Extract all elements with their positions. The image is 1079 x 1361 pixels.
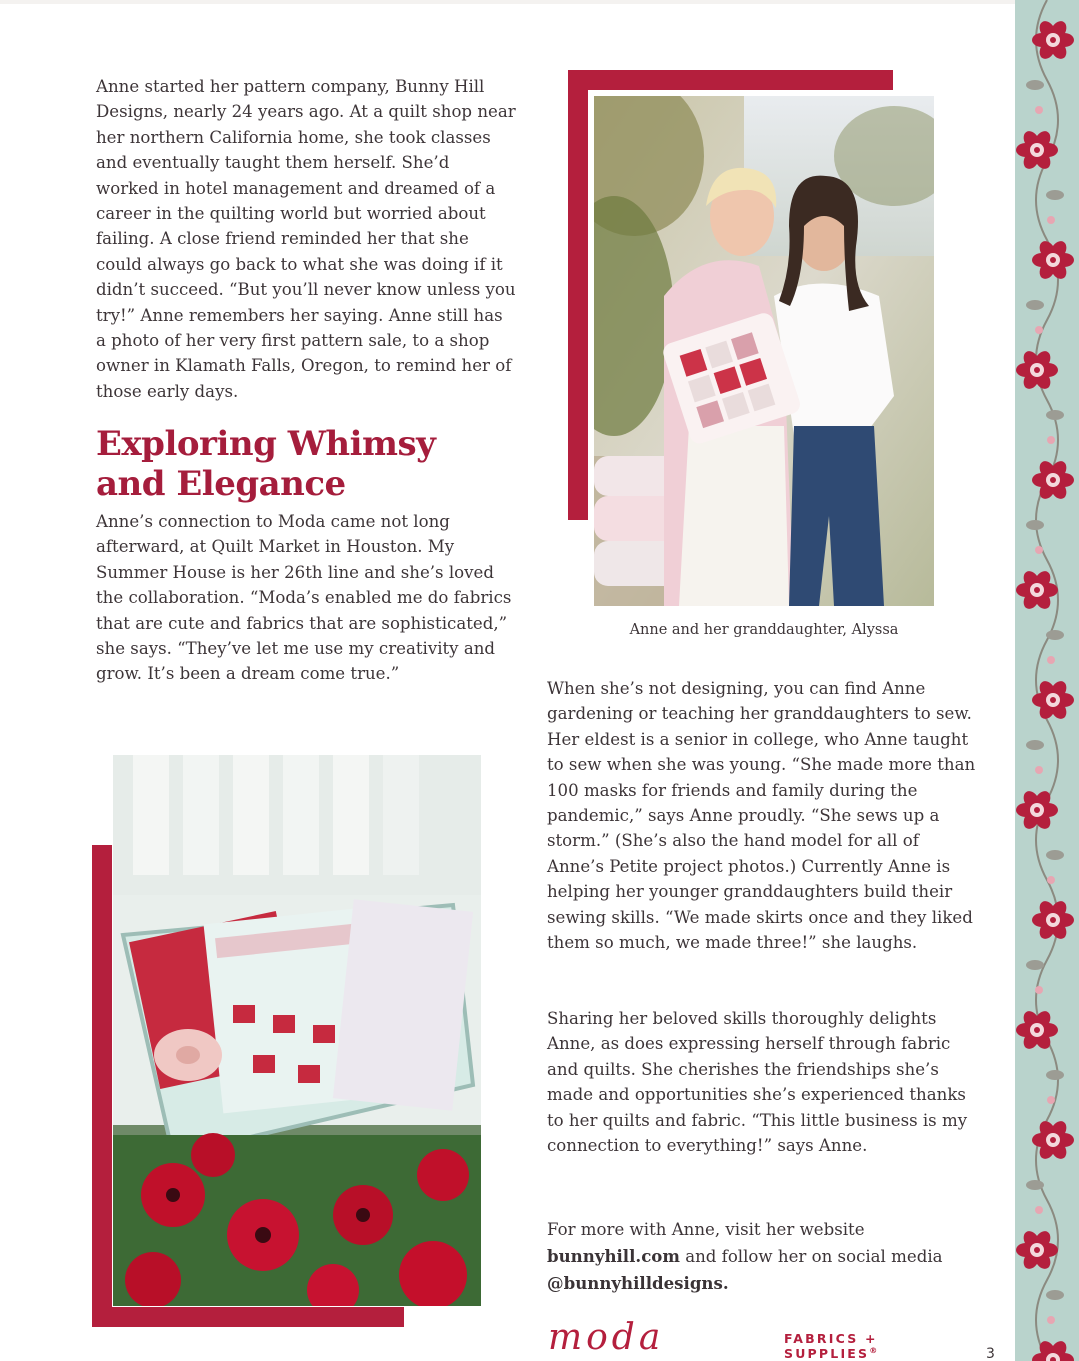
- flower-icon: [1032, 238, 1074, 281]
- family-paragraph: [547, 676, 977, 955]
- leaf-icon: [1026, 80, 1044, 90]
- leaf-icon: [1046, 850, 1064, 860]
- more-info-paragraph: [547, 1216, 977, 1297]
- leaf-icon: [1026, 1180, 1044, 1190]
- bud-icon: [1035, 986, 1043, 994]
- flower-icon: [1016, 568, 1058, 611]
- bud-icon: [1047, 216, 1055, 224]
- leaf-icon: [1026, 300, 1044, 310]
- brand-tagline: [784, 1331, 968, 1361]
- flower-icon: [1016, 128, 1058, 171]
- bud-icon: [1047, 656, 1055, 664]
- top-rule: [0, 0, 1015, 4]
- social-handle-link[interactable]: @bunnyhilldesigns.: [547, 1273, 729, 1293]
- moda-paragraph: [96, 509, 516, 687]
- bud-icon: [1035, 766, 1043, 774]
- leaf-icon: [1046, 1070, 1064, 1080]
- leaf-icon: [1046, 630, 1064, 640]
- bud-icon: [1047, 1096, 1055, 1104]
- fabric-frame-left: [92, 845, 112, 1327]
- floral-border: [1015, 0, 1079, 1361]
- moda-paragraph-text: Anne’s connection to Moda came not long afterward, at Quilt Market in Houston. My Summer House is her 26th line and she’s loved the collaboration. “Moda’s enabled me do fabrics that are cute and fabrics that are sophisticated,” she says. “They’ve let me use my creativity and grow. It’s been a dream come true.”: [96, 512, 512, 684]
- intro-paragraph: [96, 74, 516, 404]
- section-heading-line1: Exploring Whimsy: [96, 424, 436, 464]
- closing-paragraph-text: Sharing her beloved skills thoroughly delights Anne, as does expressing herself through fabric and quilts. She cherishes the friendships she’s made and opportunities she’s experienced thanks to her quilts and fabric. “This little business is my connection to everything!” says Anne.: [547, 1009, 968, 1156]
- fabric-photo: [113, 755, 481, 1306]
- leaf-icon: [1026, 520, 1044, 530]
- portrait-frame-left: [568, 70, 588, 520]
- fabric-frame-bottom: [92, 1307, 404, 1327]
- more-info-middle: and follow her on social media: [685, 1247, 943, 1266]
- section-heading-line2: and Elegance: [96, 464, 346, 504]
- leaf-icon: [1046, 1290, 1064, 1300]
- bud-icon: [1047, 436, 1055, 444]
- bud-icon: [1047, 876, 1055, 884]
- portrait-photo: [594, 96, 934, 606]
- moda-logo: [548, 1317, 968, 1361]
- trademark-symbol: ®: [869, 1346, 880, 1355]
- bud-icon: [1035, 106, 1043, 114]
- website-link[interactable]: bunnyhill.com: [547, 1246, 680, 1266]
- portrait-frame-top: [568, 70, 893, 90]
- flower-icon: [1016, 1228, 1058, 1271]
- leaf-icon: [1046, 190, 1064, 200]
- bud-icon: [1035, 1206, 1043, 1214]
- leaf-icon: [1026, 960, 1044, 970]
- moda-wordmark: moda: [548, 1317, 665, 1358]
- portrait-caption: Anne and her granddaughter, Alyssa: [629, 622, 899, 638]
- more-info-prefix: For more with Anne, visit her website: [547, 1220, 865, 1239]
- bud-icon: [1035, 326, 1043, 334]
- bud-icon: [1035, 546, 1043, 554]
- flower-icon: [1032, 678, 1074, 721]
- section-heading: [96, 424, 516, 504]
- intro-paragraph-text: Anne started her pattern company, Bunny Hill Designs, nearly 24 years ago. At a quilt shop near her northern California home, she took classes and eventually taught them herself. She’d worked in hotel management and dreamed of a career in the quilting world but worried about failing. A close friend reminded her that she could always go back to what she was doing if it didn’t succeed. “But you’ll never know unless you try!” Anne remembers her saying. Anne still has a photo of her very first pattern sale, to a shop owner in Klamath Falls, Oregon, to remind her of those early days.: [96, 77, 516, 401]
- flower-icon: [1032, 898, 1074, 941]
- family-paragraph-text: When she’s not designing, you can find Anne gardening or teaching her granddaughters to sew. Her eldest is a senior in college, who Anne taught to sew when she was young. “She made more than 100 masks for friends and family during the pandemic,” says Anne proudly. “She sews up a storm.” (She’s also the hand model for all of Anne’s Petite project photos.) Currently Anne is helping her younger granddaughters build their sewing skills. “We made skirts once and they liked them so much, we made three!” she laughs.: [547, 679, 976, 953]
- page-number: 3: [986, 1346, 995, 1361]
- brand-tagline-text: FABRICS + SUPPLIES: [784, 1331, 878, 1361]
- closing-paragraph: [547, 1006, 977, 1158]
- bud-icon: [1047, 1316, 1055, 1324]
- leaf-icon: [1026, 740, 1044, 750]
- leaf-icon: [1046, 410, 1064, 420]
- flower-icon: [1032, 1118, 1074, 1161]
